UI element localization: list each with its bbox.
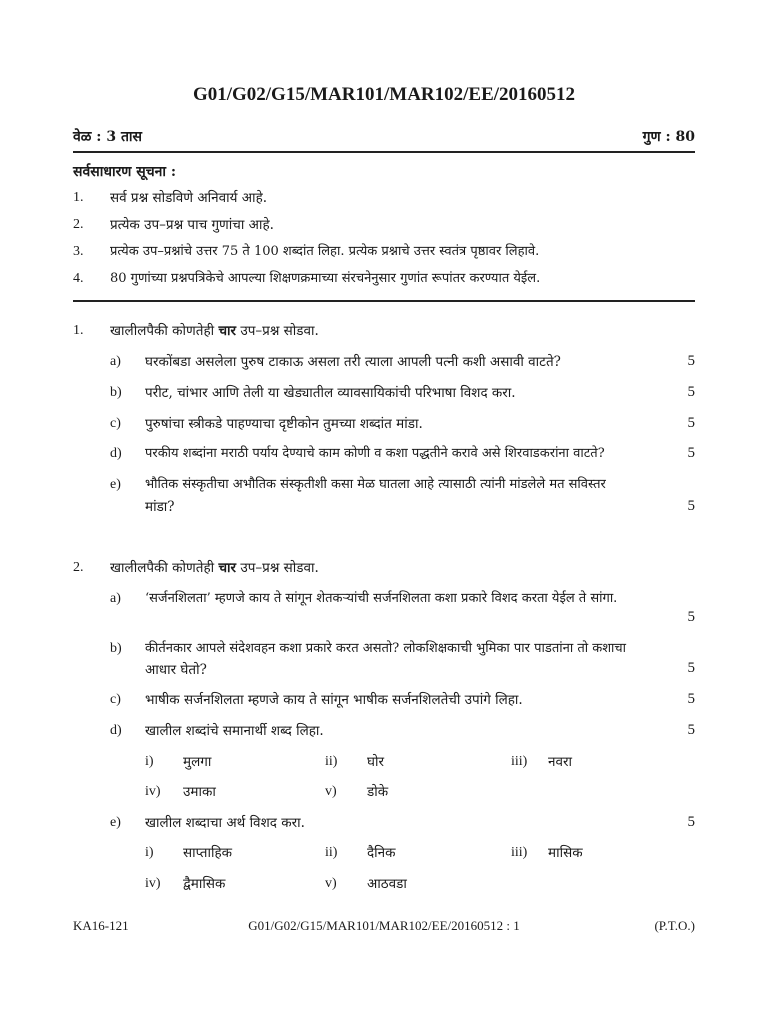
subquestion-text: खालील शब्दाचा अर्थ विशद करा. [145, 815, 305, 831]
subquestion-text: घरकोंबडा असलेला पुरुष टाकाऊ असला तरी त्याला आपली पत्नी कशी असावी वाटते? [145, 354, 561, 370]
subquestion-marks: 5 [687, 445, 695, 461]
subquestion-text: परीट, चांभार आणि तेली या खेड्यातील व्यावसायिकांची परिभाषा विशद करा. [145, 385, 516, 401]
word-item: मासिक [548, 845, 583, 861]
word-label: v) [325, 876, 337, 891]
subquestion-marks: 5 [687, 609, 695, 625]
word-label: iii) [511, 754, 528, 769]
subquestion-marks: 5 [687, 660, 695, 676]
word-label: v) [325, 784, 337, 799]
subquestion-label: d) [110, 723, 122, 738]
instruction-number: 3. [73, 244, 84, 259]
instruction-number: 1. [73, 190, 84, 205]
subquestion-text: ‘सर्जनशिलता’ म्हणजे काय ते सांगून शेतकऱ्यांची सर्जनशिलता कशा प्रकारे विशद करता येईल ते सांगा. [145, 591, 618, 606]
subquestion-marks: 5 [687, 384, 695, 400]
header-rule [73, 151, 695, 153]
subquestion-marks: 5 [687, 415, 695, 431]
footer-code: KA16-121 [73, 918, 129, 933]
subquestion-text: खालील शब्दांचे समानार्थी शब्द लिहा. [145, 723, 324, 739]
word-item: दैनिक [367, 845, 396, 861]
word-label: iii) [511, 845, 528, 860]
instructions-rule [73, 300, 695, 302]
instruction-text: प्रत्येक उप–प्रश्नांचे उत्तर 75 ते 100 शब्दांत लिहा. प्रत्येक प्रश्नाचे उत्तर स्वतंत्र पृष्ठावर लिहावे. [110, 244, 540, 259]
question-instruction-bold: चार [218, 560, 237, 576]
question-number: 1. [73, 323, 84, 338]
subquestion-label: a) [110, 354, 121, 369]
subquestion-label: a) [110, 591, 121, 606]
subquestion-label: e) [110, 815, 121, 830]
subquestion-label: b) [110, 641, 122, 656]
subquestion-text: भौतिक संस्कृतीचा अभौतिक संस्कृतीशी कसा मेळ घातला आहे त्यासाठी त्यांनी मांडलेले मत सविस्तर [145, 477, 606, 492]
time-label: वेळ : 3 तास [73, 129, 143, 145]
subquestion-label: c) [110, 692, 121, 707]
word-item: द्वैमासिक [183, 876, 226, 892]
word-item: घोर [367, 754, 384, 770]
subquestion-text: भाषीक सर्जनशिलता म्हणजे काय ते सांगून भाषीक सर्जनशिलतेची उपांगे लिहा. [145, 692, 523, 708]
marks-label: गुण : 80 [642, 129, 695, 145]
subquestion-text: पुरुषांचा स्त्रीकडे पाहण्याचा दृष्टीकोन तुमच्या शब्दांत मांडा. [145, 416, 423, 432]
subquestion-text-continued: मांडा? [145, 499, 175, 515]
subquestion-label: b) [110, 385, 122, 400]
subquestion-marks: 5 [687, 814, 695, 830]
instruction-text: सर्व प्रश्न सोडविणे अनिवार्य आहे. [110, 190, 268, 206]
word-item: साप्ताहिक [183, 845, 233, 861]
question-instruction-post: उप–प्रश्न सोडवा. [240, 560, 319, 576]
word-item: डोके [367, 784, 389, 800]
subquestion-marks: 5 [687, 722, 695, 738]
word-item: मुलगा [183, 754, 212, 770]
question-instruction [110, 320, 319, 342]
word-label: ii) [325, 754, 338, 769]
subquestion-text-continued: आधार घेतो? [145, 662, 207, 678]
word-label: iv) [145, 876, 161, 891]
subquestion-text: कीर्तनकार आपले संदेशवहन कशा प्रकारे करत असतो? लोकशिक्षकाची भुमिका पार पाडतांना तो कशाचा [145, 641, 627, 656]
instructions-heading: सर्वसाधारण सूचना : [73, 164, 177, 180]
question-instruction-pre: खालीलपैकी कोणतेही [110, 560, 215, 576]
subquestion-marks: 5 [687, 498, 695, 514]
question-instruction-pre: खालीलपैकी कोणतेही [110, 323, 215, 339]
word-label: i) [145, 754, 154, 769]
footer-pto: (P.T.O.) [654, 918, 695, 933]
subquestion-marks: 5 [687, 691, 695, 707]
instruction-text: प्रत्येक उप–प्रश्न पाच गुणांचा आहे. [110, 217, 274, 233]
word-label: ii) [325, 845, 338, 860]
question-number: 2. [73, 560, 84, 575]
question-instruction [110, 557, 319, 579]
instruction-text: 80 गुणांच्या प्रश्नपत्रिकेचे आपल्या शिक्षणक्रमाच्या संरचनेनुसार गुणांत रूपांतर करण्यात येईल. [110, 271, 541, 286]
question-instruction-bold: चार [218, 323, 237, 339]
instruction-number: 4. [73, 271, 84, 286]
footer-page: G01/G02/G15/MAR101/MAR102/EE/20160512 : 1 [248, 918, 520, 933]
subquestion-label: c) [110, 416, 121, 431]
instruction-number: 2. [73, 217, 84, 232]
word-label: i) [145, 845, 154, 860]
word-item: आठवडा [367, 876, 407, 892]
subquestion-marks: 5 [687, 353, 695, 369]
subquestion-text: परकीय शब्दांना मराठी पर्याय देण्याचे काम कोणी व कशा पद्धतीने करावे असे शिरवाडकरांना वाटते? [145, 446, 605, 461]
word-item: उमाका [183, 784, 216, 800]
word-item: नवरा [548, 754, 573, 770]
paper-title: G01/G02/G15/MAR101/MAR102/EE/20160512 [192, 84, 576, 105]
word-label: iv) [145, 784, 161, 799]
question-instruction-post: उप–प्रश्न सोडवा. [240, 323, 319, 339]
subquestion-label: e) [110, 477, 121, 492]
subquestion-label: d) [110, 446, 122, 461]
